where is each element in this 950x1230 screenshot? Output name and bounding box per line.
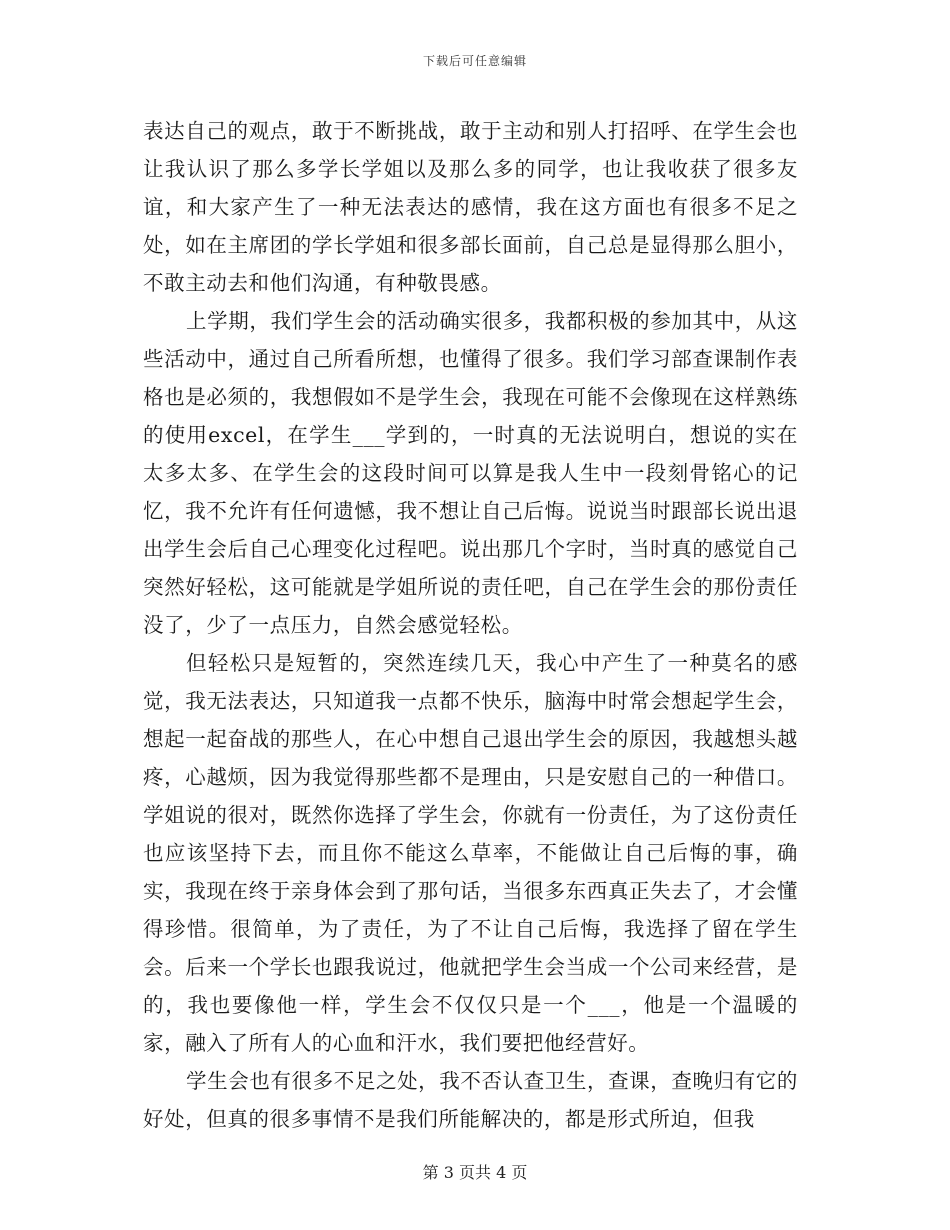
paragraph-2: 上学期，我们学生会的活动确实很多，我都积极的参加其中，从这些活动中，通过自己所看所想，也懂得了很多。我们学习部查课制作表格也是必须的，我想假如不是学生会，我现在可能不会像现在这样熟练的使用excel，在学生___学到的，一时真的无法说明白，想说的实在太多太多、在学生会的这段时间可以算是我人生中一段刻骨铭心的记忆，我不允许有任何遗憾，我不想让自己后悔。说说当时跟部长说出退出学生会后自己心理变化过程吧。说出那几个字时，当时真的感觉自己突然好轻松，这可能就是学姐所说的责任吧，自己在学生会的那份责任没了，少了一点压力，自然会感觉轻松。 [143,309,798,637]
page-footer: 第 3 页共 4 页 [422,1163,528,1182]
paragraph-1: 表达自己的观点，敢于不断挑战，敢于主动和别人打招呼、在学生会也让我认识了那么多学长学姐以及那么多的同学，也让我收获了很多友谊，和大家产生了一种无法表达的感情，我在这方面也有很多不足之处，如在主席团的学长学姐和很多部长面前，自己总是显得那么胆小，不敢主动去和他们沟通，有种敬畏感。 [143,119,798,295]
paragraph-4: 学生会也有很多不足之处，我不否认查卫生，查课，查晚归有它的好处，但真的很多事情不是我们所能解决的，都是形式所迫，但我 [143,1069,798,1131]
paragraph-3: 但轻松只是短暂的，突然连续几天，我心中产生了一种莫名的感觉，我无法表达，只知道我一点都不快乐，脑海中时常会想起学生会，想起一起奋战的那些人，在心中想自己退出学生会的原因，我越想头越疼，心越烦，因为我觉得那些都不是理由，只是安慰自己的一种借口。学姐说的很对，既然你选择了学生会，你就有一份责任，为了这份责任也应该坚持下去，而且你不能这么草率，不能做让自己后悔的事，确实，我现在终于亲身体会到了那句话，当很多东西真正失去了，才会懂得珍惜。很简单，为了责任，为了不让自己后悔，我选择了留在学生会。后来一个学长也跟我说过，他就把学生会当成一个公司来经营，是的，我也要像他一样，学生会不仅仅只是一个___，他是一个温暖的家，融入了所有人的心血和汗水，我们要把他经营好。 [143,651,798,1055]
document-body [143,112,798,1138]
page-header: 下载后可任意编辑 [422,54,527,68]
